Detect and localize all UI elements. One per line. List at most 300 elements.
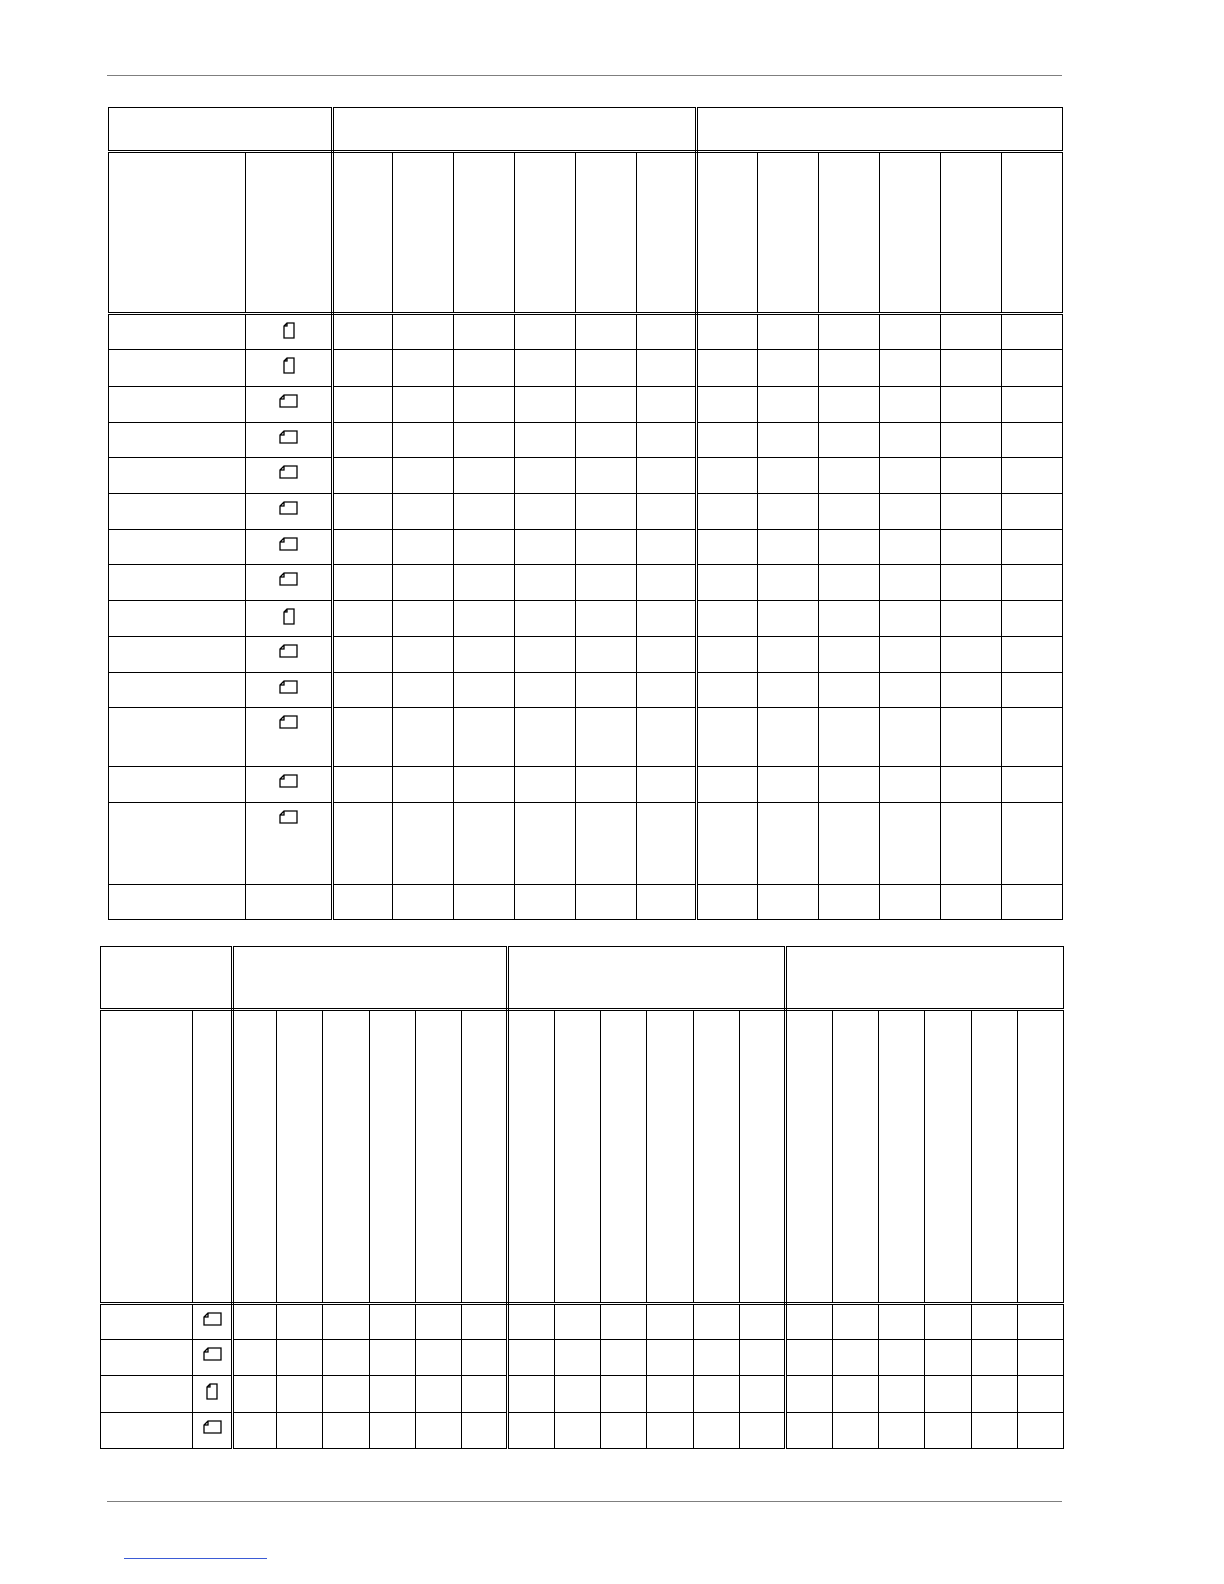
orientation-cell [246, 314, 333, 350]
value-cell [333, 673, 393, 708]
value-cell [819, 314, 880, 350]
group-header-cell [508, 947, 786, 1010]
value-cell [880, 767, 941, 803]
value-cell [393, 885, 454, 920]
value-cell [508, 1413, 555, 1449]
value-cell [454, 494, 515, 530]
value-cell [454, 601, 515, 637]
value-cell [393, 530, 454, 565]
column-header-cell [515, 152, 576, 314]
value-cell [1002, 314, 1063, 350]
paper-landscape-icon [279, 430, 298, 444]
orientation-cell [246, 637, 333, 673]
value-cell [637, 885, 697, 920]
column-header-cell [833, 1010, 879, 1304]
value-cell [697, 494, 758, 530]
table-row [101, 1304, 1064, 1340]
value-cell [647, 1304, 694, 1340]
value-cell [880, 494, 941, 530]
value-cell [454, 767, 515, 803]
value-cell [879, 1304, 925, 1340]
value-cell [393, 708, 454, 767]
value-cell [393, 767, 454, 803]
value-cell [515, 458, 576, 494]
value-cell [833, 1413, 879, 1449]
value-cell [576, 423, 637, 458]
value-cell [941, 673, 1002, 708]
value-cell [880, 673, 941, 708]
table-row [109, 458, 1063, 494]
value-cell [370, 1304, 416, 1340]
value-cell [333, 803, 393, 885]
value-cell [941, 314, 1002, 350]
value-cell [819, 565, 880, 601]
value-cell [333, 708, 393, 767]
value-cell [454, 530, 515, 565]
paper-size-cell [109, 885, 246, 920]
value-cell [758, 601, 819, 637]
group-header-row [101, 947, 1064, 1010]
value-cell [333, 767, 393, 803]
value-cell [576, 458, 637, 494]
value-cell [694, 1304, 740, 1340]
column-header-cell [193, 1010, 233, 1304]
orientation-cell [246, 673, 333, 708]
value-cell [393, 637, 454, 673]
paper-size-cell [109, 637, 246, 673]
paper-landscape-icon [279, 644, 298, 658]
table-row [109, 803, 1063, 885]
paper-size-cell [109, 387, 246, 423]
value-cell [515, 601, 576, 637]
group-header-cell [101, 947, 233, 1010]
value-cell [454, 708, 515, 767]
column-header-cell [601, 1010, 647, 1304]
value-cell [515, 565, 576, 601]
column-header-cell [109, 152, 246, 314]
value-cell [454, 885, 515, 920]
value-cell [941, 350, 1002, 387]
value-cell [576, 885, 637, 920]
orientation-cell [246, 530, 333, 565]
footer-link[interactable] [124, 1558, 267, 1559]
value-cell [515, 637, 576, 673]
value-cell [454, 673, 515, 708]
paper-landscape-icon [279, 715, 298, 729]
orientation-cell [246, 767, 333, 803]
value-cell [515, 530, 576, 565]
value-cell [879, 1376, 925, 1413]
paper-size-cell [109, 708, 246, 767]
orientation-cell [246, 423, 333, 458]
group-header-cell [786, 947, 1064, 1010]
paper-landscape-icon [279, 465, 298, 479]
value-cell [786, 1376, 833, 1413]
value-cell [576, 314, 637, 350]
paper-landscape-icon [203, 1347, 222, 1361]
value-cell [515, 387, 576, 423]
value-cell [758, 494, 819, 530]
value-cell [925, 1340, 972, 1376]
value-cell [416, 1340, 462, 1376]
column-header-cell [697, 152, 758, 314]
column-header-cell [758, 152, 819, 314]
value-cell [462, 1340, 508, 1376]
value-cell [555, 1304, 601, 1340]
value-cell [1002, 458, 1063, 494]
value-cell [576, 494, 637, 530]
value-cell [323, 1376, 370, 1413]
value-cell [370, 1340, 416, 1376]
value-cell [786, 1304, 833, 1340]
group-header-cell [233, 947, 508, 1010]
value-cell [508, 1376, 555, 1413]
value-cell [637, 314, 697, 350]
value-cell [333, 637, 393, 673]
value-cell [277, 1413, 323, 1449]
table-row [109, 423, 1063, 458]
value-cell [697, 767, 758, 803]
value-cell [758, 387, 819, 423]
table-row [109, 767, 1063, 803]
value-cell [941, 708, 1002, 767]
paper-size-cell [109, 423, 246, 458]
column-header-cell [941, 152, 1002, 314]
value-cell [1002, 803, 1063, 885]
value-cell [393, 601, 454, 637]
value-cell [758, 885, 819, 920]
value-cell [880, 530, 941, 565]
value-cell [941, 494, 1002, 530]
header-rule [107, 75, 1062, 76]
value-cell [697, 565, 758, 601]
value-cell [576, 637, 637, 673]
orientation-cell [246, 803, 333, 885]
value-cell [758, 673, 819, 708]
value-cell [697, 673, 758, 708]
value-cell [333, 565, 393, 601]
value-cell [758, 350, 819, 387]
value-cell [1002, 601, 1063, 637]
value-cell [601, 1304, 647, 1340]
value-cell [697, 314, 758, 350]
group-header-cell [697, 108, 1063, 152]
value-cell [515, 494, 576, 530]
value-cell [277, 1304, 323, 1340]
table-row [109, 885, 1063, 920]
value-cell [1002, 530, 1063, 565]
orientation-cell [246, 458, 333, 494]
value-cell [972, 1340, 1018, 1376]
orientation-cell [246, 565, 333, 601]
value-cell [697, 458, 758, 494]
paper-size-cell [109, 314, 246, 350]
value-cell [786, 1413, 833, 1449]
value-cell [515, 673, 576, 708]
orientation-cell [193, 1413, 233, 1449]
value-cell [880, 708, 941, 767]
value-cell [555, 1376, 601, 1413]
value-cell [880, 565, 941, 601]
value-cell [333, 350, 393, 387]
value-cell [1002, 350, 1063, 387]
paper-size-cell [109, 601, 246, 637]
value-cell [333, 458, 393, 494]
paper-size-cell [101, 1340, 193, 1376]
paper-size-cell [109, 458, 246, 494]
column-header-cell [508, 1010, 555, 1304]
column-header-cell [740, 1010, 786, 1304]
value-cell [694, 1340, 740, 1376]
column-header-cell [647, 1010, 694, 1304]
paper-size-cell [101, 1376, 193, 1413]
value-cell [740, 1413, 786, 1449]
value-cell [601, 1340, 647, 1376]
value-cell [941, 803, 1002, 885]
value-cell [637, 494, 697, 530]
paper-size-cell [101, 1413, 193, 1449]
table-row [109, 530, 1063, 565]
paper-size-cell [109, 530, 246, 565]
value-cell [233, 1413, 277, 1449]
column-header-cell [880, 152, 941, 314]
value-cell [393, 494, 454, 530]
value-cell [576, 803, 637, 885]
value-cell [416, 1376, 462, 1413]
value-cell [880, 601, 941, 637]
paper-landscape-icon [279, 810, 298, 824]
value-cell [740, 1304, 786, 1340]
value-cell [758, 530, 819, 565]
paper-portrait-icon [283, 357, 295, 374]
orientation-cell [246, 708, 333, 767]
paper-landscape-icon [279, 394, 298, 408]
table-row [109, 494, 1063, 530]
value-cell [333, 530, 393, 565]
value-cell [637, 423, 697, 458]
column-header-row [109, 152, 1063, 314]
value-cell [515, 350, 576, 387]
value-cell [637, 565, 697, 601]
value-cell [233, 1376, 277, 1413]
orientation-cell [246, 387, 333, 423]
value-cell [1002, 767, 1063, 803]
value-cell [1002, 494, 1063, 530]
value-cell [880, 350, 941, 387]
value-cell [758, 767, 819, 803]
value-cell [637, 708, 697, 767]
paper-portrait-icon [206, 1383, 218, 1400]
value-cell [515, 767, 576, 803]
paper-size-cell [109, 565, 246, 601]
value-cell [454, 423, 515, 458]
value-cell [758, 314, 819, 350]
value-cell [462, 1413, 508, 1449]
value-cell [515, 803, 576, 885]
value-cell [819, 350, 880, 387]
value-cell [370, 1413, 416, 1449]
table-row [109, 387, 1063, 423]
value-cell [277, 1376, 323, 1413]
value-cell [972, 1376, 1018, 1413]
value-cell [637, 803, 697, 885]
value-cell [819, 494, 880, 530]
value-cell [416, 1304, 462, 1340]
value-cell [941, 885, 1002, 920]
value-cell [393, 350, 454, 387]
value-cell [694, 1413, 740, 1449]
paper-size-table-1 [108, 107, 1063, 920]
paper-size-cell [109, 350, 246, 387]
value-cell [637, 458, 697, 494]
column-header-cell [637, 152, 697, 314]
value-cell [819, 673, 880, 708]
value-cell [1002, 565, 1063, 601]
value-cell [925, 1304, 972, 1340]
column-header-cell [1018, 1010, 1064, 1304]
value-cell [697, 708, 758, 767]
group-header-row [109, 108, 1063, 152]
value-cell [370, 1376, 416, 1413]
value-cell [1018, 1413, 1064, 1449]
value-cell [393, 387, 454, 423]
value-cell [758, 708, 819, 767]
value-cell [1002, 423, 1063, 458]
value-cell [393, 314, 454, 350]
value-cell [454, 387, 515, 423]
value-cell [647, 1376, 694, 1413]
value-cell [454, 637, 515, 673]
value-cell [972, 1304, 1018, 1340]
group-header-cell [109, 108, 333, 152]
value-cell [233, 1304, 277, 1340]
value-cell [416, 1413, 462, 1449]
column-header-cell [576, 152, 637, 314]
column-header-cell [555, 1010, 601, 1304]
value-cell [555, 1413, 601, 1449]
column-header-cell [454, 152, 515, 314]
value-cell [819, 458, 880, 494]
value-cell [393, 673, 454, 708]
value-cell [333, 885, 393, 920]
value-cell [576, 530, 637, 565]
value-cell [515, 885, 576, 920]
paper-size-cell [109, 494, 246, 530]
column-header-cell [972, 1010, 1018, 1304]
value-cell [880, 387, 941, 423]
column-header-cell [233, 1010, 277, 1304]
column-header-cell [101, 1010, 193, 1304]
value-cell [758, 637, 819, 673]
value-cell [637, 637, 697, 673]
value-cell [323, 1413, 370, 1449]
value-cell [880, 637, 941, 673]
value-cell [833, 1340, 879, 1376]
paper-landscape-icon [279, 774, 298, 788]
column-header-cell [462, 1010, 508, 1304]
value-cell [697, 637, 758, 673]
value-cell [697, 423, 758, 458]
value-cell [333, 494, 393, 530]
orientation-cell [193, 1340, 233, 1376]
column-header-cell [393, 152, 454, 314]
value-cell [333, 314, 393, 350]
value-cell [515, 423, 576, 458]
table-row [109, 314, 1063, 350]
table-row [101, 1340, 1064, 1376]
column-header-cell [333, 152, 393, 314]
column-header-row [101, 1010, 1064, 1304]
paper-size-cell [101, 1304, 193, 1340]
value-cell [515, 314, 576, 350]
value-cell [233, 1340, 277, 1376]
value-cell [637, 530, 697, 565]
value-cell [758, 423, 819, 458]
value-cell [576, 708, 637, 767]
value-cell [880, 423, 941, 458]
value-cell [819, 708, 880, 767]
value-cell [637, 767, 697, 803]
value-cell [697, 350, 758, 387]
value-cell [819, 637, 880, 673]
table-row [109, 708, 1063, 767]
value-cell [880, 803, 941, 885]
footer-rule [107, 1501, 1062, 1502]
column-header-cell [1002, 152, 1063, 314]
value-cell [819, 767, 880, 803]
value-cell [454, 565, 515, 601]
value-cell [941, 530, 1002, 565]
orientation-cell [246, 601, 333, 637]
value-cell [1018, 1340, 1064, 1376]
value-cell [515, 708, 576, 767]
paper-portrait-icon [283, 322, 295, 339]
value-cell [880, 458, 941, 494]
paper-size-cell [109, 803, 246, 885]
value-cell [740, 1376, 786, 1413]
value-cell [879, 1340, 925, 1376]
value-cell [925, 1413, 972, 1449]
value-cell [637, 350, 697, 387]
table-row [109, 350, 1063, 387]
value-cell [601, 1413, 647, 1449]
value-cell [925, 1376, 972, 1413]
value-cell [323, 1340, 370, 1376]
value-cell [555, 1340, 601, 1376]
value-cell [972, 1413, 1018, 1449]
value-cell [393, 803, 454, 885]
value-cell [333, 423, 393, 458]
value-cell [1002, 708, 1063, 767]
value-cell [1002, 637, 1063, 673]
value-cell [576, 673, 637, 708]
value-cell [819, 803, 880, 885]
column-header-cell [416, 1010, 462, 1304]
value-cell [879, 1413, 925, 1449]
value-cell [576, 350, 637, 387]
value-cell [1018, 1304, 1064, 1340]
value-cell [647, 1413, 694, 1449]
value-cell [647, 1340, 694, 1376]
table-row [101, 1413, 1064, 1449]
column-header-cell [786, 1010, 833, 1304]
value-cell [819, 885, 880, 920]
value-cell [323, 1304, 370, 1340]
value-cell [637, 601, 697, 637]
column-header-cell [370, 1010, 416, 1304]
table-row [101, 1376, 1064, 1413]
value-cell [601, 1376, 647, 1413]
